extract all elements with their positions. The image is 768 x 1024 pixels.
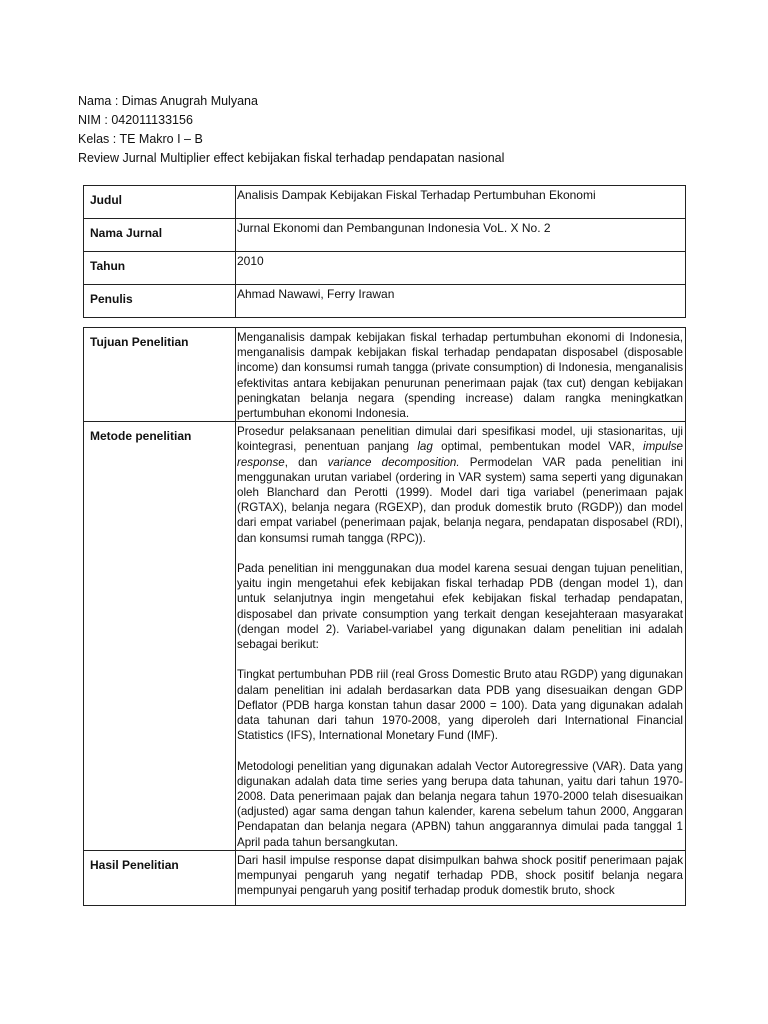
metode-text <box>236 422 686 851</box>
review-table <box>83 327 686 906</box>
metode-paragraph-3: Tingkat pertumbuhan PDB riil (real Gross Domestic Bruto atau RGDP) yang digunakan dalam penelitian ini adalah berdasarkan data PDB yang disesuaikan dengan GDP Deflator (PDB harga konstan tahun dasar 2000 = 100). Data yang digunakan adalah data tahunan dari tahun 1970-2008, yang diperoleh dari International Financial Statistics (IFS), International Monetary Fund (IMF). <box>237 668 683 743</box>
review-title: Review Jurnal Multiplier effect kebijakan fiskal terhadap pendapatan nasional <box>78 151 505 165</box>
text-run: , dan <box>284 455 328 469</box>
metode-paragraph-1 <box>237 424 683 546</box>
text-run-italic: lag <box>417 440 433 454</box>
table-row <box>84 422 686 851</box>
text-run: Prosedur pelaksanaan penelitian dimulai dari spesifikasi model, uji stasionaritas, uji kointegrasi, penentuan panjang <box>237 425 683 454</box>
table-row <box>84 328 686 422</box>
tujuan-paragraph: Menganalisis dampak kebijakan fiskal terhadap pertumbuhan ekonomi di Indonesia, menganalisis dampak kebijakan fiskal terhadap pendapatan disposabel (disposable income) dan konsumsi rumah tangga (private consumption) di Indonesia, menganalisis efektivitas antara kebijakan penurunan penerimaan pajak (tax cut) dengan kebijakan peningkatan belanja negara (spending increase) dalam rangka meningkatkan pertumbuhan ekonomi Indonesia. <box>237 331 683 421</box>
text-run-italic: variance decomposition. <box>327 455 460 469</box>
table-row <box>84 252 686 285</box>
student-header <box>78 92 718 168</box>
student-name: Nama : Dimas Anugrah Mulyana <box>78 94 258 108</box>
student-class: Kelas : TE Makro I – B <box>78 132 203 146</box>
student-nim: NIM : 042011133156 <box>78 113 193 127</box>
row-label-tahun: Tahun <box>84 252 236 285</box>
table-row <box>84 285 686 318</box>
table-row <box>84 219 686 252</box>
metode-paragraph-2: Pada penelitian ini menggunakan dua model karena sesuai dengan tujuan penelitian, yaitu ingin mengetahui efek kebijakan fiskal terhadap PDB (dengan model 1), dan untuk selanjutnya ingin mengetahui efek kebijakan fiskal terhadap pendapatan, disposabel dan private consumption yang terkait dengan kesejahteraan masyarakat (dengan model 2). Variabel-variabel yang digunakan dalam penelitian ini adalah sebagai berikut: <box>237 562 683 652</box>
hasil-text <box>236 850 686 905</box>
row-value-penulis: Ahmad Nawawi, Ferry Irawan <box>236 285 686 318</box>
metode-label: Metode penelitian <box>84 422 236 851</box>
row-label-penulis: Penulis <box>84 285 236 318</box>
row-label-nama-jurnal: Nama Jurnal <box>84 219 236 252</box>
table-row <box>84 850 686 905</box>
journal-info-table <box>83 185 686 318</box>
text-run: optimal, pembentukan model VAR, <box>432 440 644 454</box>
row-value-tahun: 2010 <box>236 252 686 285</box>
row-value-judul: Analisis Dampak Kebijakan Fiskal Terhadap Pertumbuhan Ekonomi <box>236 186 686 219</box>
tujuan-text <box>236 328 686 422</box>
tujuan-label: Tujuan Penelitian <box>84 328 236 422</box>
metode-paragraph-4: Metodologi penelitian yang digunakan adalah Vector Autoregressive (VAR). Data yang digunakan adalah data time series yang berupa data tahunan, yaitu dari tahun 1970-2008. Data penerimaan pajak dan belanja negara tahun 1970-2000 telah disesuaikan (adjusted) agar sama dengan tahun kalender, karena sebelum tahun 2000, Anggaran Pendapatan dan belanja negara (APBN) tahun anggarannya dimulai pada tanggal 1 April pada tahun bersangkutan. <box>237 759 683 849</box>
table-row <box>84 186 686 219</box>
hasil-paragraph: Dari hasil impulse response dapat disimpulkan bahwa shock positif penerimaan pajak mempunyai pengaruh yang negatif terhadap PDB, shock positif belanja negara mempunyai pengaruh yang positif terhadap produk domestik bruto, shock <box>237 853 683 898</box>
text-run-italic: impulse response <box>237 440 683 469</box>
hasil-label: Hasil Penelitian <box>84 850 236 905</box>
text-run: Permodelan VAR pada penelitian ini menggunakan urutan variabel (ordering in VAR system) sama seperti yang digunakan oleh Blanchard dan Perotti (1999). Model dari tiga variabel (penerimaan pajak (RGTAX), belanja negara (RGEXP), dan produk domestik bruto (RGDP)) dan model dari empat variabel (penerimaan pajak, belanja negara, pendapatan disposabel (RDI), dan konsumsi rumah tangga (RPC)). <box>237 455 683 545</box>
row-label-judul: Judul <box>84 186 236 219</box>
row-value-nama-jurnal: Jurnal Ekonomi dan Pembangunan Indonesia VoL. X No. 2 <box>236 219 686 252</box>
